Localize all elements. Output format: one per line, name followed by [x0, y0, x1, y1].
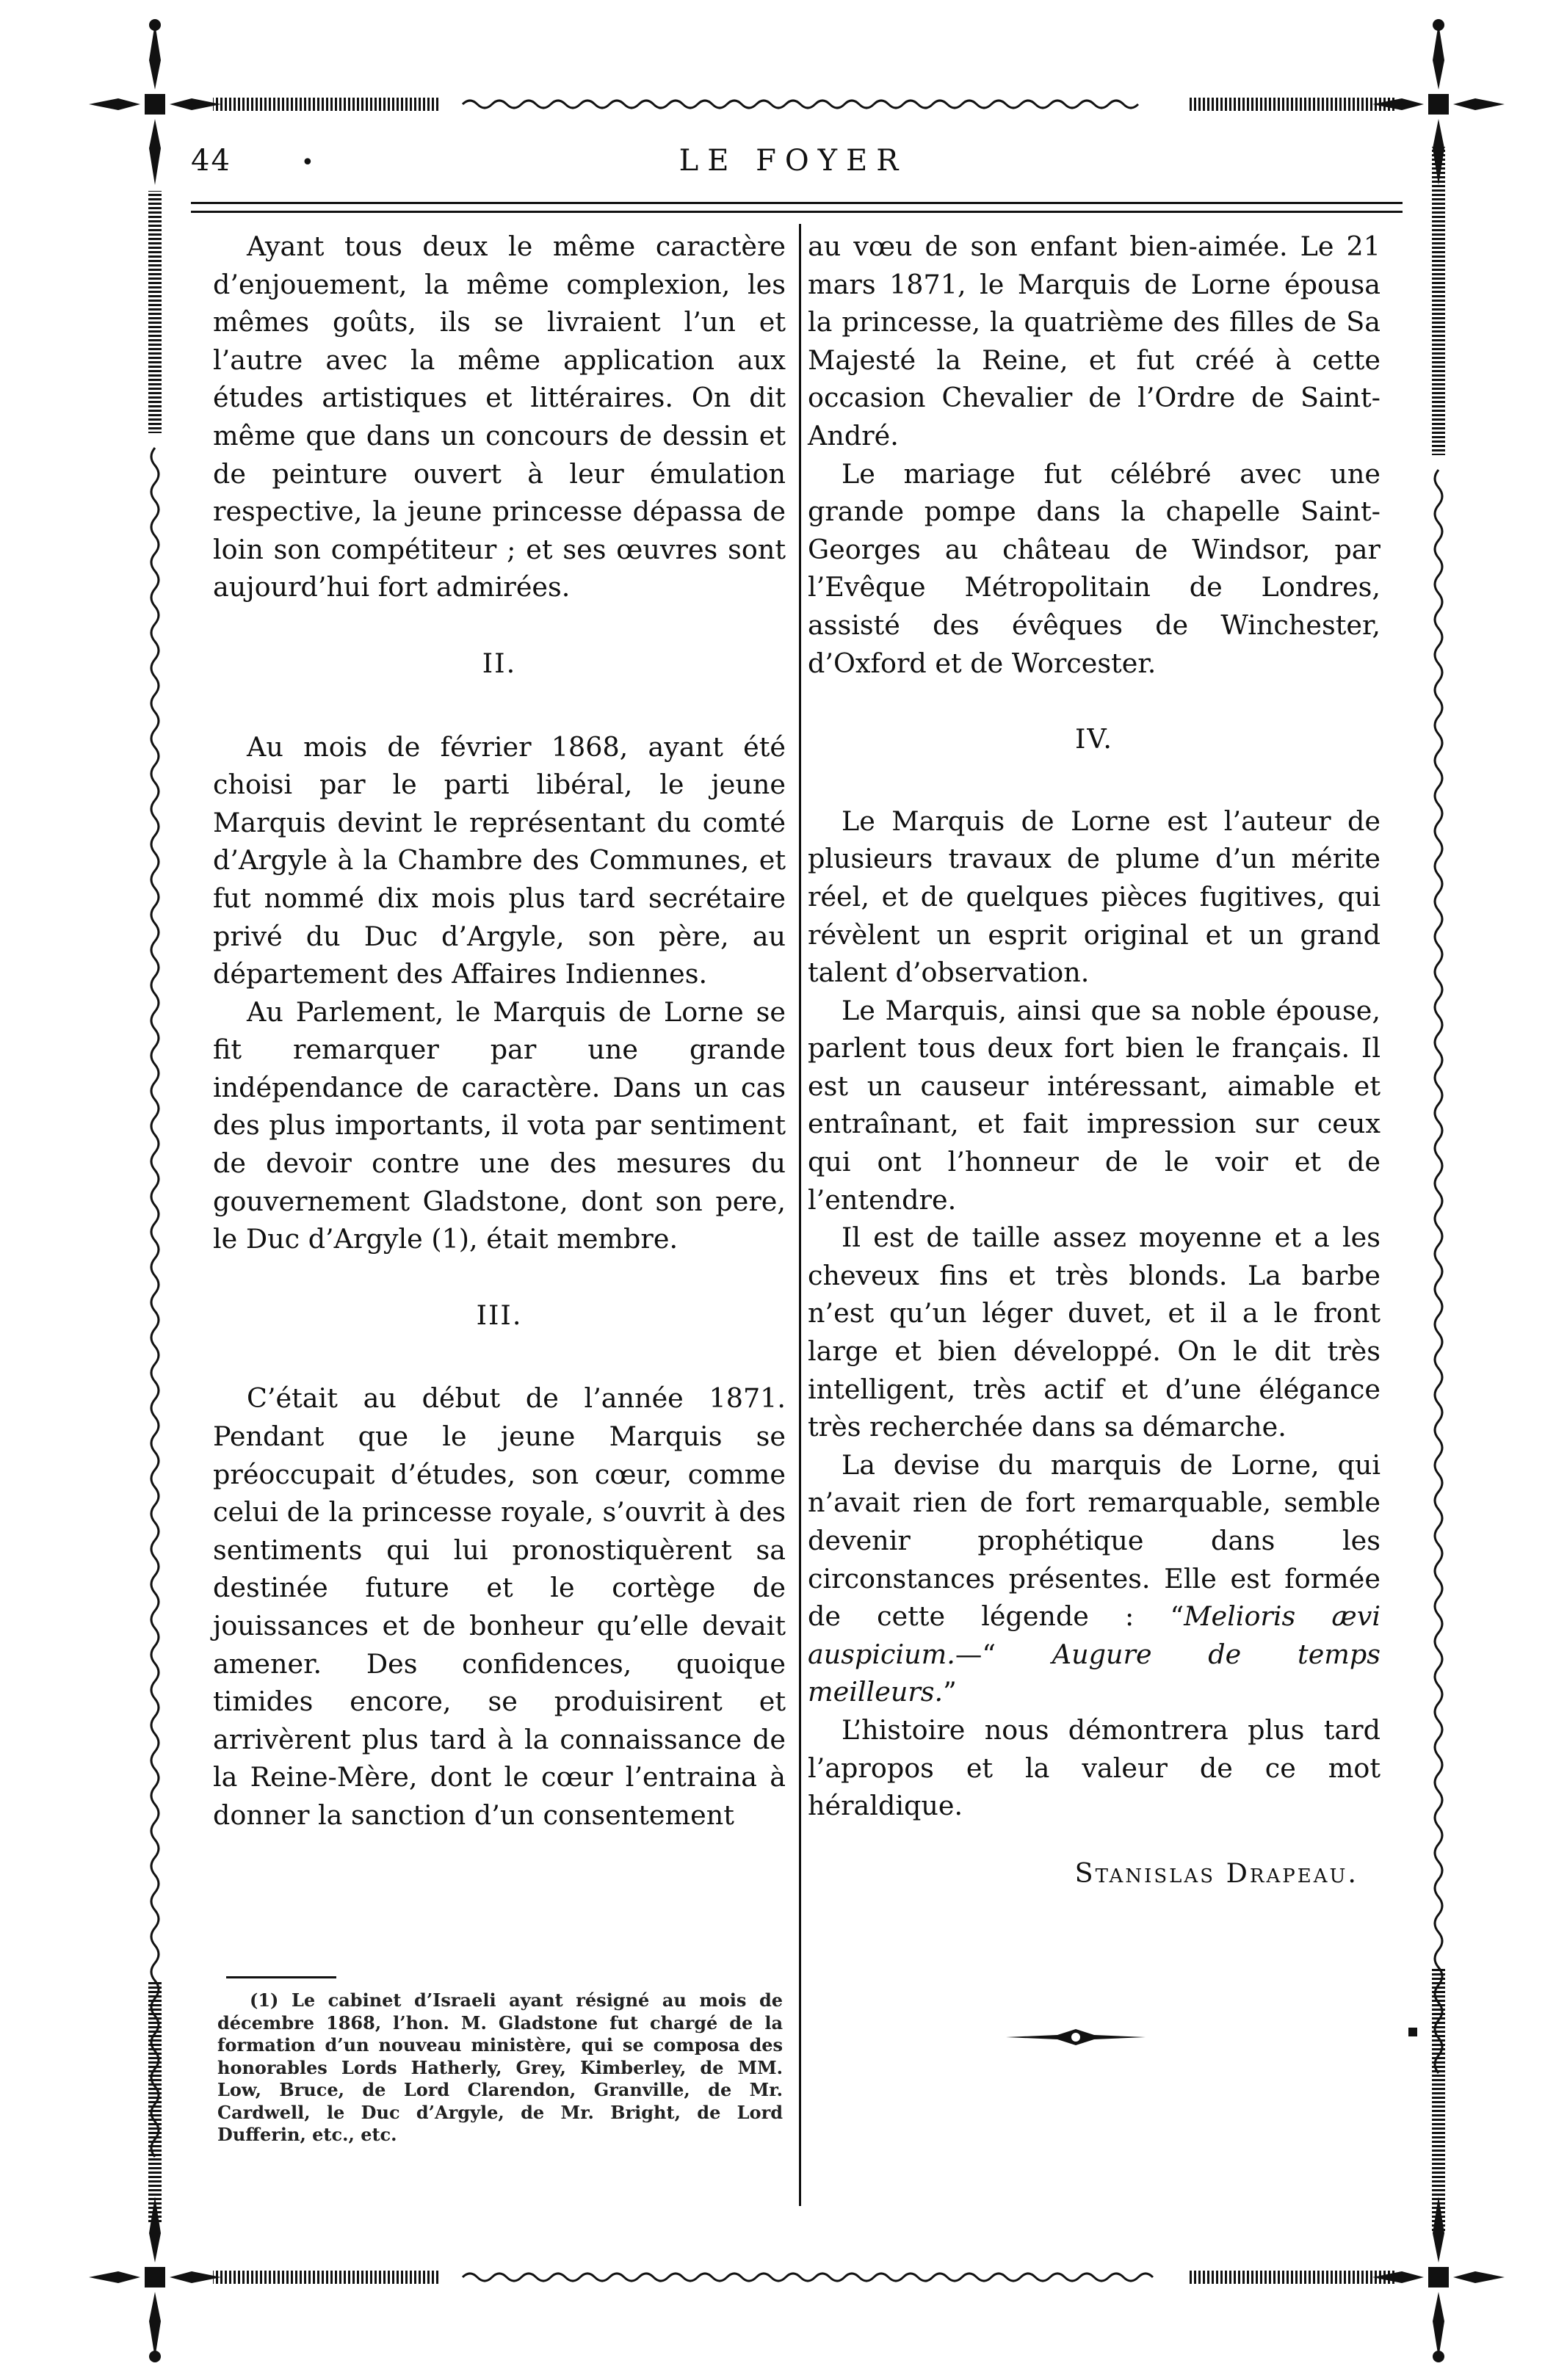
paragraph: Au mois de février 1868, ayant été choisi par le parti libéral, le jeune Marquis devint le représentant du comté d’Argyle à la Chambre des Communes, et fut nommé dix mois plus tard secrétaire privé du Duc d’Argyle, son père, au département des Affaires Indiennes.	[213, 730, 786, 990]
header-rule-2	[191, 211, 1403, 213]
motto-separator: —“	[955, 1638, 1052, 1670]
page-number: 44	[191, 144, 231, 178]
left-border	[148, 191, 162, 2224]
running-title: LE FOYER	[679, 144, 908, 178]
header-separator: •	[301, 150, 314, 175]
paragraph: Le Marquis, ainsi que sa noble épouse, parlent tous deux fort bien le français. Il est un causeur intéressant, aimable et entraînant, et fait impression sur ceux qui ont l’honneur de le voir et de l’entendre.	[808, 994, 1381, 1216]
section-heading-II: II.	[482, 647, 517, 679]
end-ornament	[1006, 2026, 1146, 2048]
paragraph: Ayant tous deux le même caractère d’enjouement, la même complexion, les mêmes goûts, ils se livraient l’un et l’autre avec la même application aux études artistiques et littéraires. On dit même que dans un concours de dessin et de peinture ouvert à leur émulation respective, la jeune princesse dépassa de loin son compétiteur ; et ses œuvres sont aujourd’hui fort admirées.	[213, 231, 786, 603]
motto-close: ”	[943, 1676, 957, 1708]
corner-cross-bottom-left	[89, 2196, 221, 2362]
header-rule-1	[191, 202, 1403, 204]
paragraph: Le Marquis de Lorne est l’auteur de plusieurs travaux de plume d’un mérite réel, et de quelques pièces fugitives, qui révèlent un esprit original et un grand talent d’observation.	[808, 805, 1381, 989]
paragraph: Le mariage fut célébré avec une grande pompe dans la chapelle Saint-Georges au château de Windsor, par l’Evêque Métropolitain de Londres, assisté des évêques de Winchester, d’Oxford et de Worcester.	[808, 457, 1381, 679]
section-heading-III: III.	[476, 1299, 523, 1331]
paragraph: au vœu de son enfant bien-aimée. Le 21 mars 1871, le Marquis de Lorne épousa la princesse, la quatrième des filles de Sa Majesté la Reine, et fut créé à cette occasion Chevalier de l’Ordre de Saint-André.	[808, 231, 1381, 451]
closing-paragraph: L’histoire nous démontrera plus tard l’apropos et la valeur de ce mot héraldique.	[808, 1713, 1381, 1822]
left-column	[213, 228, 786, 1835]
footnote-rule	[226, 1976, 336, 1978]
bottom-border	[213, 2271, 1395, 2284]
paragraph: Il est de taille assez moyenne et a les cheveux fins et très blonds. La barbe n’est qu’un léger duvet, et il a le front large et bien développé. On le dit très intelligent, très actif et d’une élégance très recherchée dans sa démarche.	[808, 1222, 1381, 1443]
printer-mark	[1408, 2028, 1417, 2036]
motto-french: Augure de temps meilleurs.	[808, 1638, 1381, 1708]
motto-paragraph	[808, 1446, 1381, 1711]
motto-latin: Melioris ævi auspicium.	[808, 1600, 1381, 1670]
footnote: (1) Le cabinet d’Israeli ayant résigné au mois de décembre 1868, l’hon. M. Gladstone fut chargé de la formation d’un nouveau ministère, qui se composa des honorables Lords Hatherly, Grey, Kimberley, de MM. Low, Bruce, de Lord Clarendon, Granville, de Mr. Cardwell, le Duc d’Argyle, de Mr. Bright, de Lord Dufferin, etc., etc.	[217, 1989, 783, 2145]
column-divider	[799, 224, 801, 2206]
paragraph: C’était au début de l’année 1871. Pendant que le jeune Marquis se préoccupait d’études, son cœur, comme celui de la princesse royale, s’ouvrit à des sentiments qui lui pronostiquèrent sa destinée future et le cortège de jouissances et de bonheur qu’elle devait amener. Des confidences, quoique timides encore, se produisirent et arrivèrent plus tard à la connaissance de la Reine-Mère, dont le cœur l’entraina à donner la sanction d’un consentement	[213, 1382, 786, 1831]
page-header	[191, 144, 1395, 195]
section-heading-IV: IV.	[1075, 723, 1113, 755]
author-signature: Stanislas Drapeau.	[1074, 1857, 1358, 1889]
corner-cross-bottom-right	[1372, 2196, 1505, 2362]
paragraph: Au Parlement, le Marquis de Lorne se fit remarquer par une grande indépendance de caractère. Dans un cas des plus importants, il vota par sentiment de devoir contre une des mesures du gouvernement Gladstone, dont son pere, le Duc d’Argyle (1), était membre.	[213, 995, 786, 1255]
motto-intro: La devise du marquis de Lorne, qui n’avait rien de fort remarquable, semble devenir prophétique dans les circonstances présentes. Elle est formée de cette légende : “	[808, 1448, 1381, 1633]
right-column	[808, 228, 1381, 1919]
top-border	[213, 98, 1395, 111]
right-border	[1432, 147, 1445, 2232]
